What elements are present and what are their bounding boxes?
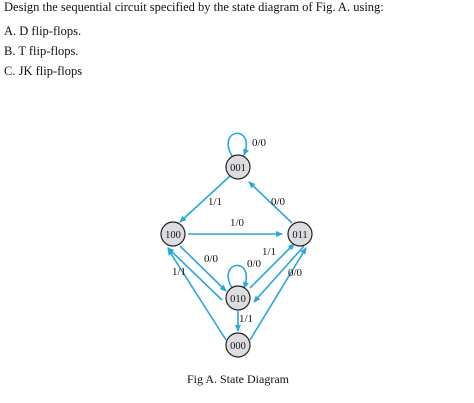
state-label: 000	[230, 341, 246, 352]
state-label: 011	[292, 230, 308, 241]
edge-100-010	[180, 246, 226, 291]
edge-label: 0/0	[288, 267, 303, 279]
option-b: B. T flip-flops.	[4, 44, 79, 58]
state-label: 100	[165, 230, 181, 241]
edge-001-self	[228, 133, 246, 156]
option-a: A. D flip-flops.	[4, 24, 82, 38]
edge-label: 1/0	[230, 217, 245, 229]
edge-label: 1/1	[262, 246, 277, 258]
state-node-001	[226, 155, 250, 179]
edge-label: 0/0	[271, 196, 286, 208]
edge-label: 1/1	[208, 196, 223, 208]
edge-label: 0/0	[247, 258, 262, 270]
state-node-010	[226, 286, 250, 310]
question-prompt: Design the sequential circuit specified by the state diagram of Fig. A. using:	[4, 0, 384, 14]
edge-label: 0/0	[252, 137, 267, 149]
figure-caption: Fig A. State Diagram	[187, 372, 289, 386]
edge-001-100	[180, 176, 230, 222]
edge-label: 1/1	[239, 313, 254, 325]
edge-label: 0/0	[204, 253, 219, 265]
edge-label: 1/1	[172, 266, 187, 278]
state-label: 001	[230, 163, 246, 174]
state-node-000	[226, 333, 250, 357]
state-node-100	[161, 222, 185, 246]
state-label: 010	[230, 294, 246, 305]
edge-010-self	[228, 265, 246, 288]
option-c: C. JK flip-flops	[4, 64, 83, 78]
state-node-011	[288, 222, 312, 246]
